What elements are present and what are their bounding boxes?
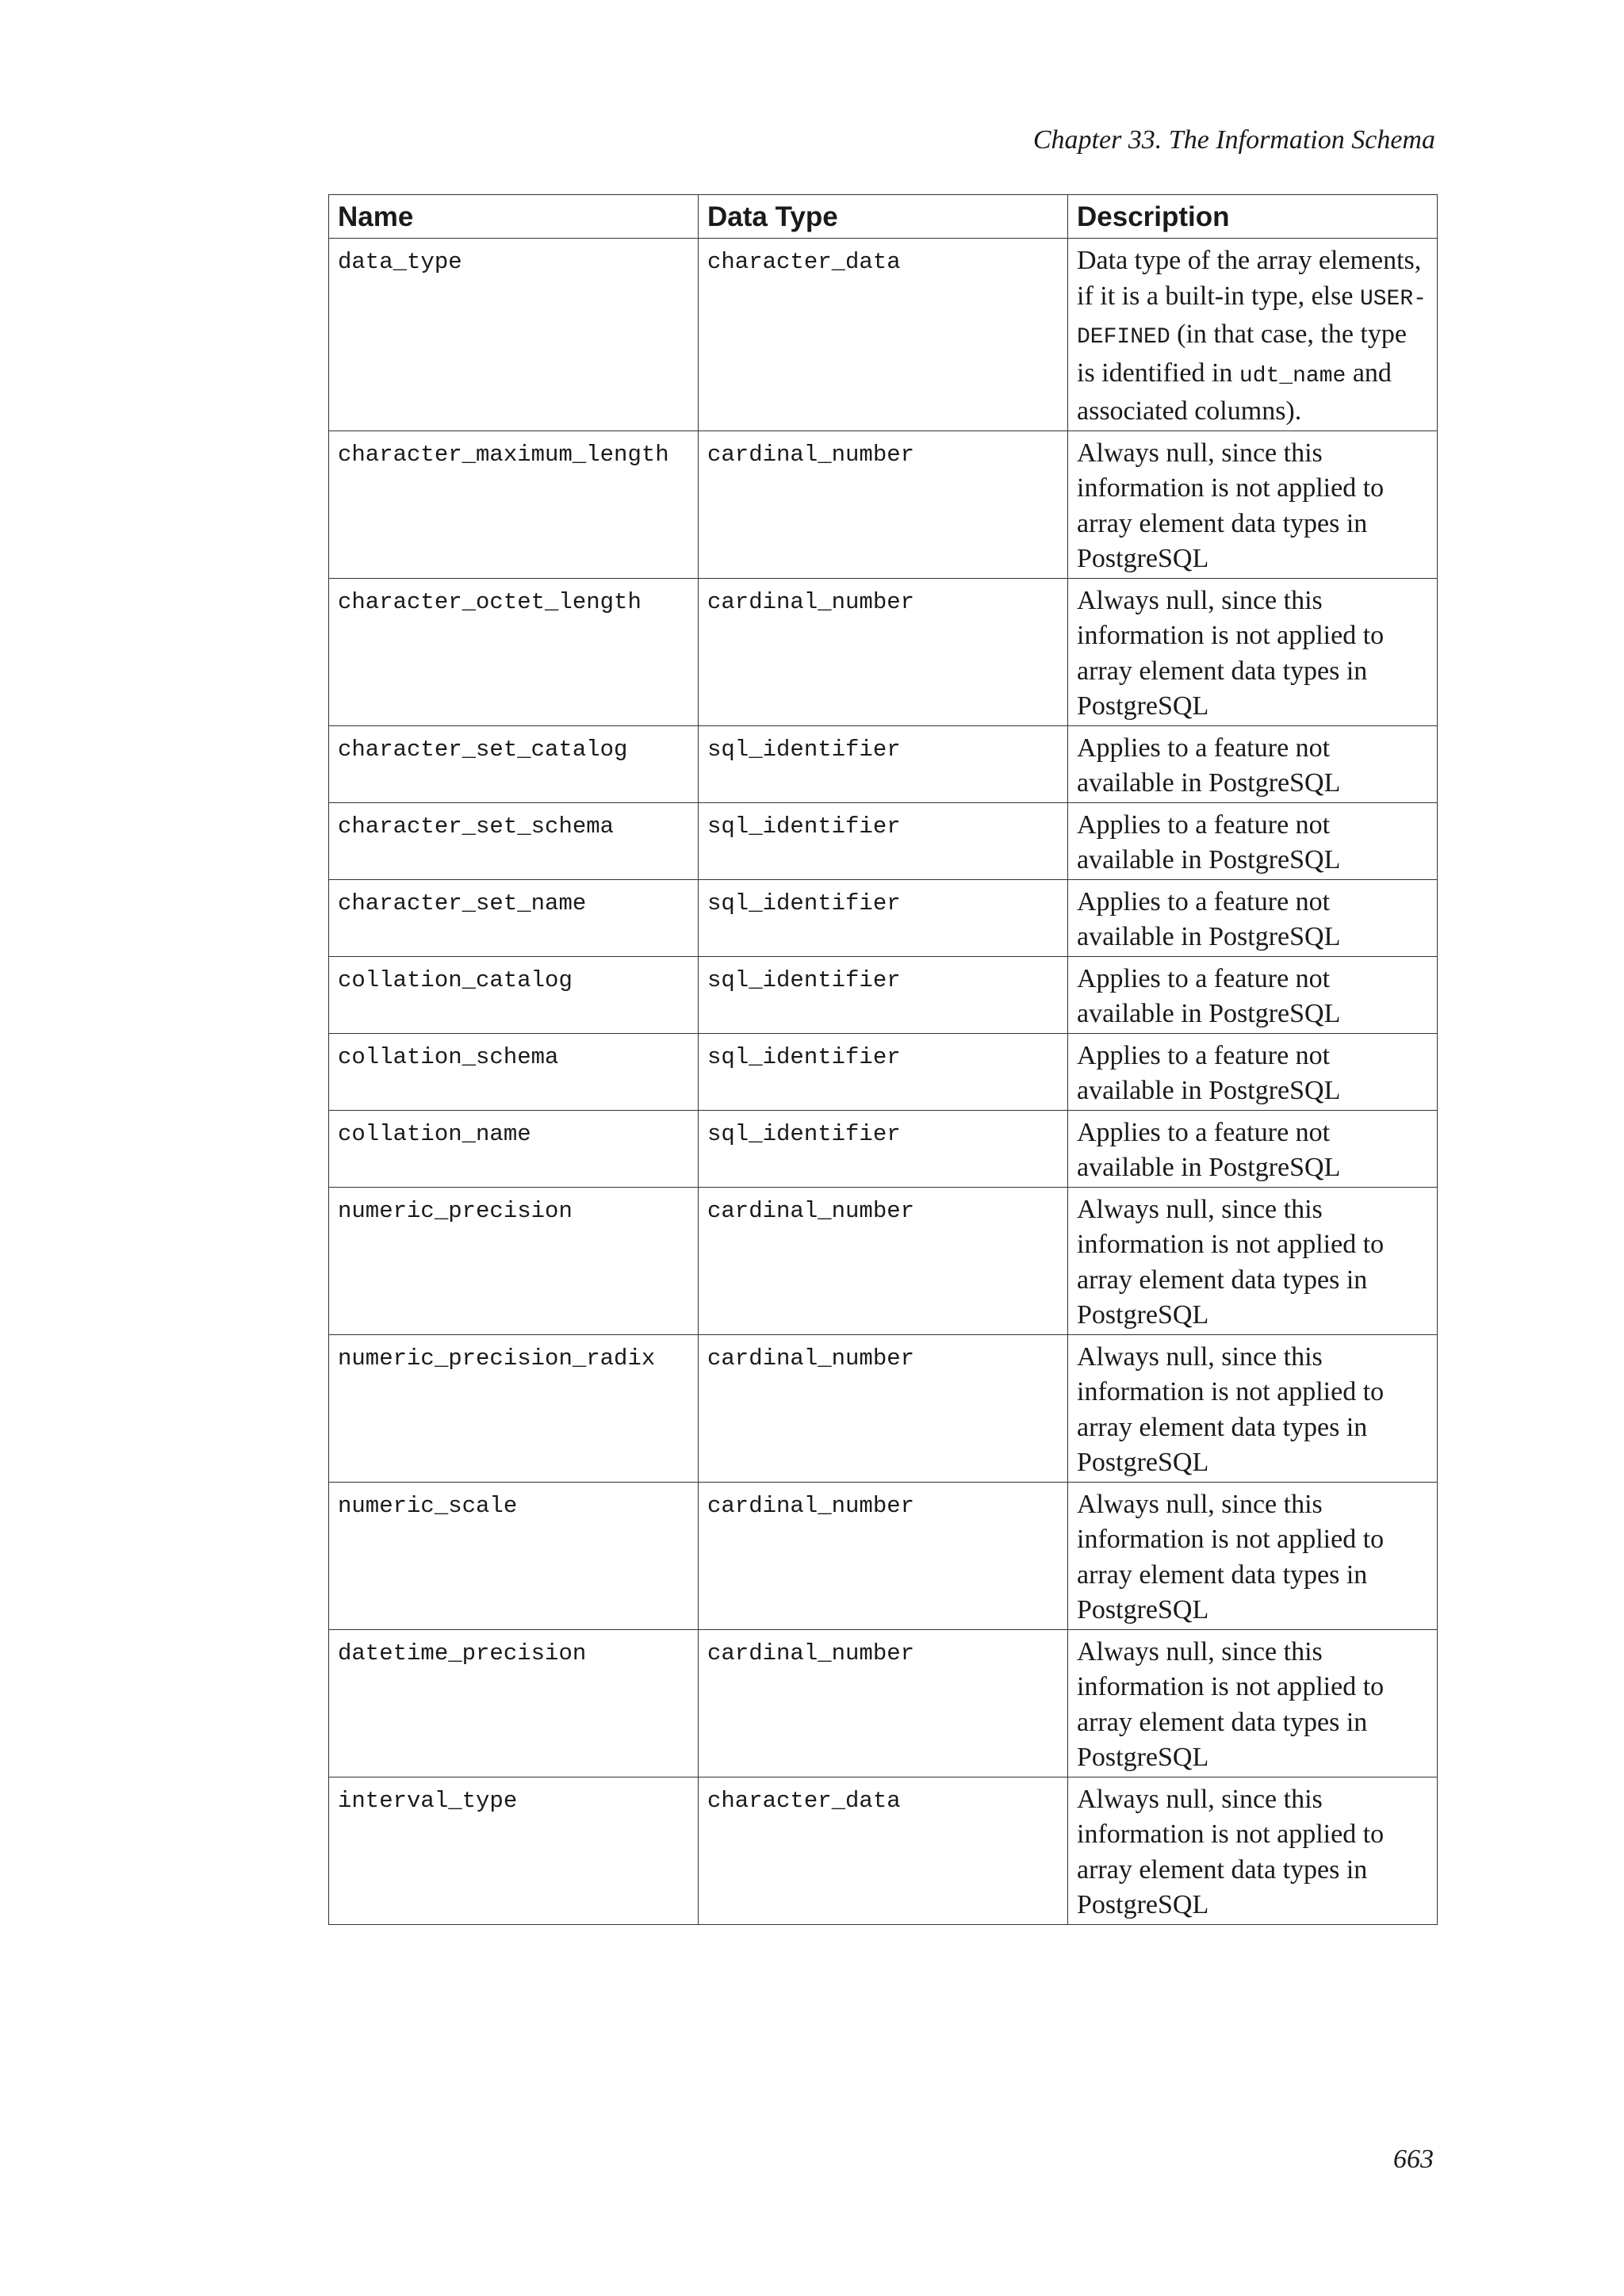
cell-data-type: sql_identifier <box>699 879 1068 956</box>
cell-data-type: cardinal_number <box>699 1334 1068 1482</box>
table-row <box>329 956 1438 1033</box>
table-row <box>329 1334 1438 1482</box>
cell-name: character_set_schema <box>329 802 699 879</box>
cell-data-type: sql_identifier <box>699 802 1068 879</box>
column-header-description: Description <box>1068 195 1438 239</box>
cell-description <box>1068 239 1438 431</box>
cell-data-type: character_data <box>699 239 1068 431</box>
cell-data-type: cardinal_number <box>699 578 1068 725</box>
table-row <box>329 1110 1438 1187</box>
page-number: 663 <box>1393 2145 1434 2174</box>
cell-description: Always null, since this information is not applied to array element data types in PostgreSQL <box>1068 1334 1438 1482</box>
cell-description: Always null, since this information is not applied to array element data types in PostgreSQL <box>1068 578 1438 725</box>
cell-data-type: character_data <box>699 1777 1068 1924</box>
column-header-name: Name <box>329 195 699 239</box>
table-header-row <box>329 195 1438 239</box>
table-row <box>329 1033 1438 1110</box>
cell-data-type: cardinal_number <box>699 1629 1068 1777</box>
column-header-data-type: Data Type <box>699 195 1068 239</box>
cell-data-type: cardinal_number <box>699 1482 1068 1629</box>
cell-name: numeric_precision <box>329 1187 699 1334</box>
description-code: udt_name <box>1239 363 1346 388</box>
cell-description: Applies to a feature not available in PostgreSQL <box>1068 956 1438 1033</box>
cell-name: character_maximum_length <box>329 430 699 578</box>
cell-name: numeric_precision_radix <box>329 1334 699 1482</box>
cell-name: collation_schema <box>329 1033 699 1110</box>
cell-data-type: sql_identifier <box>699 1110 1068 1187</box>
table-row <box>329 1777 1438 1924</box>
table-row <box>329 879 1438 956</box>
cell-description: Applies to a feature not available in PostgreSQL <box>1068 802 1438 879</box>
cell-data-type: sql_identifier <box>699 1033 1068 1110</box>
cell-name: datetime_precision <box>329 1629 699 1777</box>
cell-name: collation_catalog <box>329 956 699 1033</box>
description-text: and associated columns). <box>1077 358 1392 426</box>
chapter-title: Chapter 33. The Information Schema <box>1032 125 1435 155</box>
cell-name: character_set_catalog <box>329 725 699 802</box>
table-row <box>329 578 1438 725</box>
cell-name: data_type <box>329 239 699 431</box>
cell-description: Always null, since this information is not applied to array element data types in PostgreSQL <box>1068 430 1438 578</box>
cell-data-type: cardinal_number <box>699 1187 1068 1334</box>
cell-description: Always null, since this information is not applied to array element data types in PostgreSQL <box>1068 1777 1438 1924</box>
cell-name: character_set_name <box>329 879 699 956</box>
cell-description: Always null, since this information is not applied to array element data types in PostgreSQL <box>1068 1629 1438 1777</box>
table-row <box>329 239 1438 431</box>
cell-description: Applies to a feature not available in PostgreSQL <box>1068 725 1438 802</box>
cell-name: numeric_scale <box>329 1482 699 1629</box>
columns-table <box>328 194 1438 1925</box>
cell-description: Applies to a feature not available in PostgreSQL <box>1068 1110 1438 1187</box>
description-text: (in that case, the type is identified in <box>1077 320 1407 388</box>
table-row <box>329 1482 1438 1629</box>
cell-name: character_octet_length <box>329 578 699 725</box>
table-row <box>329 802 1438 879</box>
cell-data-type: sql_identifier <box>699 725 1068 802</box>
cell-description: Always null, since this information is not applied to array element data types in PostgreSQL <box>1068 1187 1438 1334</box>
cell-description: Always null, since this information is not applied to array element data types in PostgreSQL <box>1068 1482 1438 1629</box>
description-code: USER-DEFINED <box>1077 286 1427 350</box>
cell-data-type: cardinal_number <box>699 430 1068 578</box>
cell-description: Applies to a feature not available in PostgreSQL <box>1068 879 1438 956</box>
table-row <box>329 430 1438 578</box>
table-row <box>329 1187 1438 1334</box>
cell-description: Applies to a feature not available in PostgreSQL <box>1068 1033 1438 1110</box>
description-text: Data type of the array elements, if it is a built-in type, else <box>1077 246 1422 311</box>
cell-name: interval_type <box>329 1777 699 1924</box>
table-row <box>329 725 1438 802</box>
cell-name: collation_name <box>329 1110 699 1187</box>
table-row <box>329 1629 1438 1777</box>
cell-data-type: sql_identifier <box>699 956 1068 1033</box>
